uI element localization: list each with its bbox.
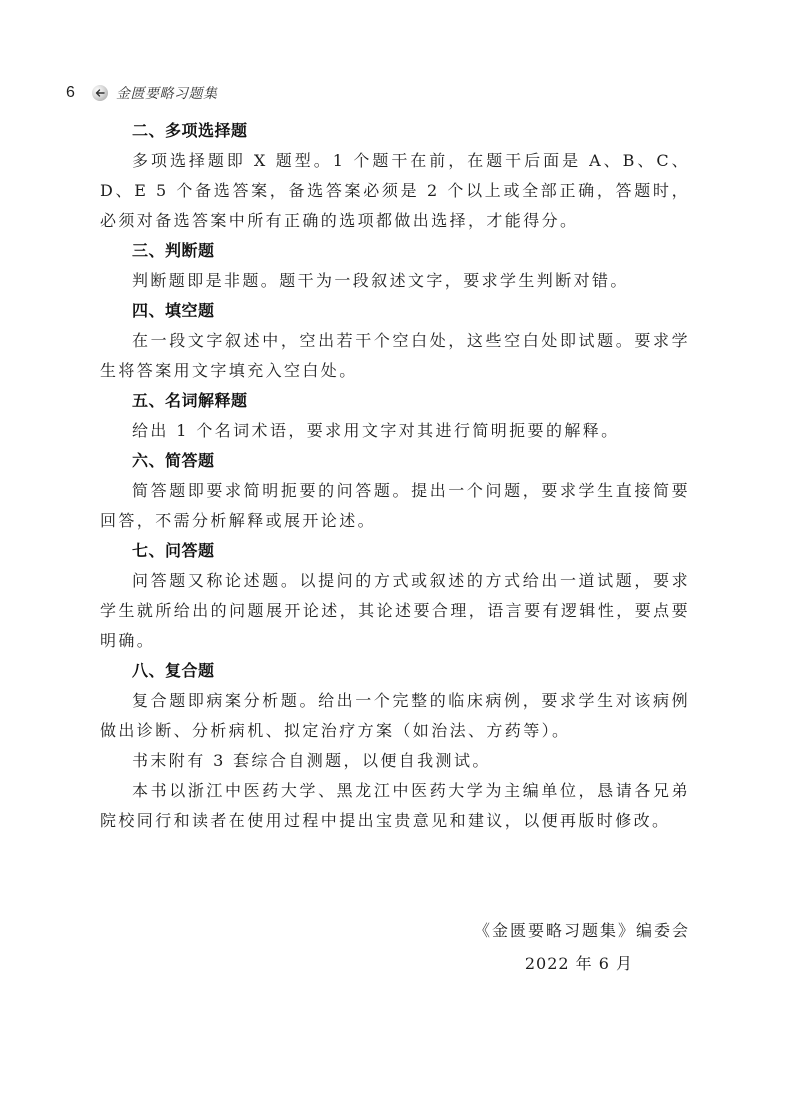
book-title: 金匮要略习题集 [116, 86, 218, 102]
document-body [100, 116, 690, 836]
section-multiple-choice [100, 116, 690, 236]
section-heading: 五、名词解释题 [132, 391, 248, 410]
section-short-answer [100, 446, 690, 536]
section-essay [100, 536, 690, 656]
section-heading: 三、判断题 [132, 241, 215, 260]
section-term-definition [100, 386, 690, 446]
section-heading: 二、多项选择题 [132, 121, 248, 140]
paragraph: 本书以浙江中医药大学、黑龙江中医药大学为主编单位，恳请各兄弟院校同行和读者在使用过程中提出宝贵意见和建议，以便再版时修改。 [100, 781, 690, 830]
section-heading: 七、问答题 [132, 541, 215, 560]
running-header [66, 82, 218, 104]
page-number: 6 [66, 84, 75, 101]
paragraph: 给出 1 个名词术语，要求用文字对其进行简明扼要的解释。 [132, 421, 620, 440]
back-arrow-icon [92, 85, 108, 101]
section-true-false [100, 236, 690, 296]
paragraph: 判断题即是非题。题干为一段叙述文字，要求学生判断对错。 [132, 271, 629, 290]
section-heading: 八、复合题 [132, 661, 215, 680]
section-heading: 六、简答题 [132, 451, 215, 470]
paragraph: 复合题即病案分析题。给出一个完整的临床病例，要求学生对该病例做出诊断、分析病机、拟定治疗方案（如治法、方药等）。 [100, 691, 690, 740]
paragraph: 问答题又称论述题。以提问的方式或叙述的方式给出一道试题，要求学生就所给出的问题展开论述，其论述要合理，语言要有逻辑性，要点要明确。 [100, 571, 690, 650]
paragraph: 多项选择题即 X 题型。1 个题干在前，在题干后面是 A、B、C、D、E 5 个备选答案，备选答案必须是 2 个以上或全部正确，答题时，必须对备选答案中所有正确的选项都做出选择，才能得分。 [100, 151, 690, 230]
editorial-committee-signature: 《金匮要略习题集》编委会 [473, 921, 690, 940]
signature-date: 2022 年 6 月 [524, 954, 633, 973]
section-fill-in-blank [100, 296, 690, 386]
paragraph: 简答题即要求简明扼要的问答题。提出一个问题，要求学生直接简要回答，不需分析解释或展开论述。 [100, 481, 690, 530]
section-case-analysis [100, 656, 690, 836]
paragraph: 书末附有 3 套综合自测题，以便自我测试。 [132, 751, 491, 770]
section-heading: 四、填空题 [132, 301, 215, 320]
paragraph: 在一段文字叙述中，空出若干个空白处，这些空白处即试题。要求学生将答案用文字填充入空白处。 [100, 331, 690, 380]
